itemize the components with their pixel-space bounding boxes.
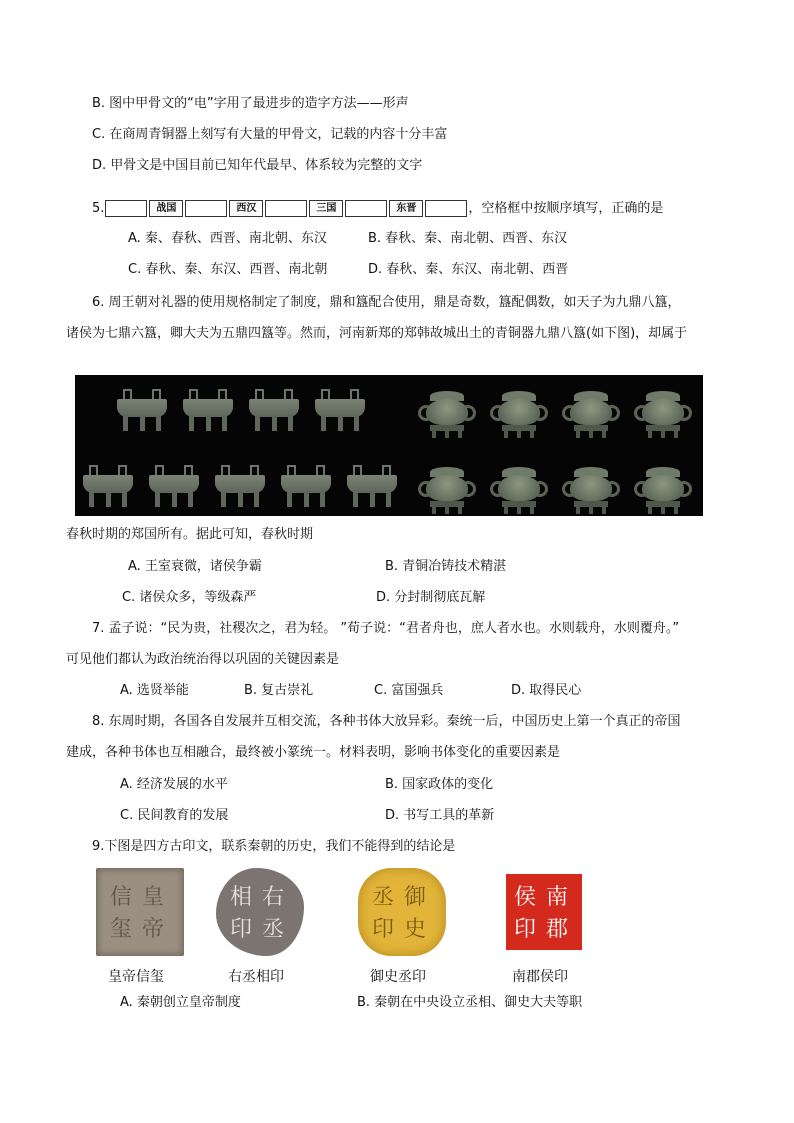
seal-image [94, 866, 186, 958]
q8-stem-line-2: 建成，各种书体也互相融合，最终被小篆统一。材料表明，影响书体变化的重要因素是 [66, 745, 561, 760]
seal-character: 御 [404, 885, 427, 910]
gui-vessel [634, 467, 692, 515]
q6-stem-line-2: 诸侯为七鼎六簋，卿大夫为五鼎四簋等。然而，河南新郑的郑韩故城出土的青铜器九鼎八簋(如下图)，却属于 [66, 326, 688, 341]
ding-vessel [249, 389, 299, 433]
gui-vessel [562, 391, 620, 439]
q5-blank-box-5 [425, 200, 467, 217]
q8-option-c: C. 民间教育的发展 [120, 808, 229, 823]
gui-vessel [418, 391, 476, 439]
seal-character: 侯 [514, 885, 537, 910]
seal-character: 印 [230, 917, 253, 942]
bronze-vessels-photo [75, 375, 703, 516]
q5-blank-box-3 [265, 200, 307, 217]
gui-vessel [562, 467, 620, 515]
q8-option-d: D. 书写工具的革新 [385, 808, 495, 823]
q4-option-d: D. 甲骨文是中国目前已知年代最早、体系较为完整的文字 [92, 158, 423, 173]
q8-option-b: B. 国家政体的变化 [385, 777, 494, 792]
ding-vessel [215, 465, 265, 509]
q5-option-b: B. 春秋、秦、南北朝、西晋、东汉 [368, 231, 568, 246]
seal-character: 右 [262, 885, 285, 910]
q5-box-label-4: 东晋 [389, 200, 423, 217]
ding-vessel [347, 465, 397, 509]
q7-option-b: B. 复古崇礼 [244, 683, 314, 698]
seal-character: 相 [230, 885, 253, 910]
q5-box-label-2: 西汉 [229, 200, 263, 217]
gui-vessel [418, 467, 476, 515]
q4-option-c: C. 在商周青铜器上刻写有大量的甲骨文，记载的内容十分丰富 [92, 127, 448, 142]
seal-caption: 右丞相印 [228, 969, 284, 985]
seal-character: 信 [110, 885, 133, 910]
q7-option-a: A. 选贤举能 [120, 683, 189, 698]
seal-character: 丞 [372, 885, 395, 910]
seal-caption: 南郡侯印 [512, 969, 568, 985]
seal-character: 郡 [546, 917, 569, 942]
q9-stem: 9.下图是四方古印文，联系秦朝的历史，我们不能得到的结论是 [92, 839, 456, 854]
seal-character: 史 [404, 917, 427, 942]
q5-stem [92, 196, 663, 222]
ding-vessel [183, 389, 233, 433]
q6-option-c: C. 诸侯众多，等级森严 [122, 590, 257, 605]
ding-vessel [281, 465, 331, 509]
seal-character: 印 [372, 917, 395, 942]
q7-stem-line-2: 可见他们都认为政治统治得以巩固的关键因素是 [66, 652, 340, 667]
q5-box-label-3: 三国 [309, 200, 343, 217]
q5-option-c: C. 春秋、秦、东汉、西晋、南北朝 [128, 262, 328, 277]
seal-image [498, 866, 590, 958]
q9-option-a: A. 秦朝创立皇帝制度 [120, 995, 241, 1010]
seal-caption: 御史丞印 [370, 969, 426, 985]
q5-option-d: D. 春秋、秦、东汉、南北朝、西晋 [368, 262, 569, 277]
ding-vessel [117, 389, 167, 433]
q8-stem-line-1: 8. 东周时期，各国各自发展并互相交流，各种书体大放异彩。秦统一后，中国历史上第一个真正的帝国 [92, 714, 681, 729]
q5-box-label-1: 战国 [149, 200, 183, 217]
seal-character: 印 [514, 917, 537, 942]
seal-character: 南 [546, 885, 569, 910]
q5-blank-box-1 [105, 200, 147, 217]
q4-option-b: B. 图中甲骨文的“电”字用了最进步的造字方法——形声 [92, 96, 409, 111]
q6-stem-line-3: 春秋时期的郑国所有。据此可知，春秋时期 [66, 527, 314, 542]
q6-stem-line-1: 6. 周王朝对礼器的使用规格制定了制度，鼎和簋配合使用，鼎是奇数，簋配偶数，如天子为九鼎八簋， [92, 295, 681, 310]
gui-vessel [634, 391, 692, 439]
q5-blank-box-2 [185, 200, 227, 217]
q5-stem-tail: ，空格框中按顺序填写，正确的是 [468, 201, 664, 216]
q6-option-a: A. 王室衰微，诸侯争霸 [128, 559, 262, 574]
q5-option-a: A. 秦、春秋、西晋、南北朝、东汉 [128, 231, 327, 246]
seal-character: 皇 [142, 885, 165, 910]
ding-vessel [315, 389, 365, 433]
seal-image [356, 866, 448, 958]
seal-character: 帝 [142, 917, 165, 942]
gui-vessel [490, 467, 548, 515]
q5-blank-box-4 [345, 200, 387, 217]
q6-option-b: B. 青铜冶铸技术精湛 [385, 559, 507, 574]
q9-option-b: B. 秦朝在中央设立丞相、御史大夫等职 [357, 995, 583, 1010]
q6-option-d: D. 分封制彻底瓦解 [376, 590, 486, 605]
q5-number: 5. [92, 201, 105, 216]
seal-caption: 皇帝信玺 [108, 969, 164, 985]
gui-vessel [490, 391, 548, 439]
ding-vessel [149, 465, 199, 509]
seal-image [214, 866, 306, 958]
q7-stem-line-1: 7. 孟子说：“民为贵，社稷次之，君为轻。 ”荀子说：“君者舟也，庶人者水也。水则载舟，水则覆舟。” [92, 621, 680, 636]
q7-option-d: D. 取得民心 [511, 683, 582, 698]
q7-option-c: C. 富国强兵 [374, 683, 444, 698]
seal-character: 丞 [262, 917, 285, 942]
seal-character: 玺 [110, 917, 133, 942]
ding-vessel [83, 465, 133, 509]
q8-option-a: A. 经济发展的水平 [120, 777, 228, 792]
